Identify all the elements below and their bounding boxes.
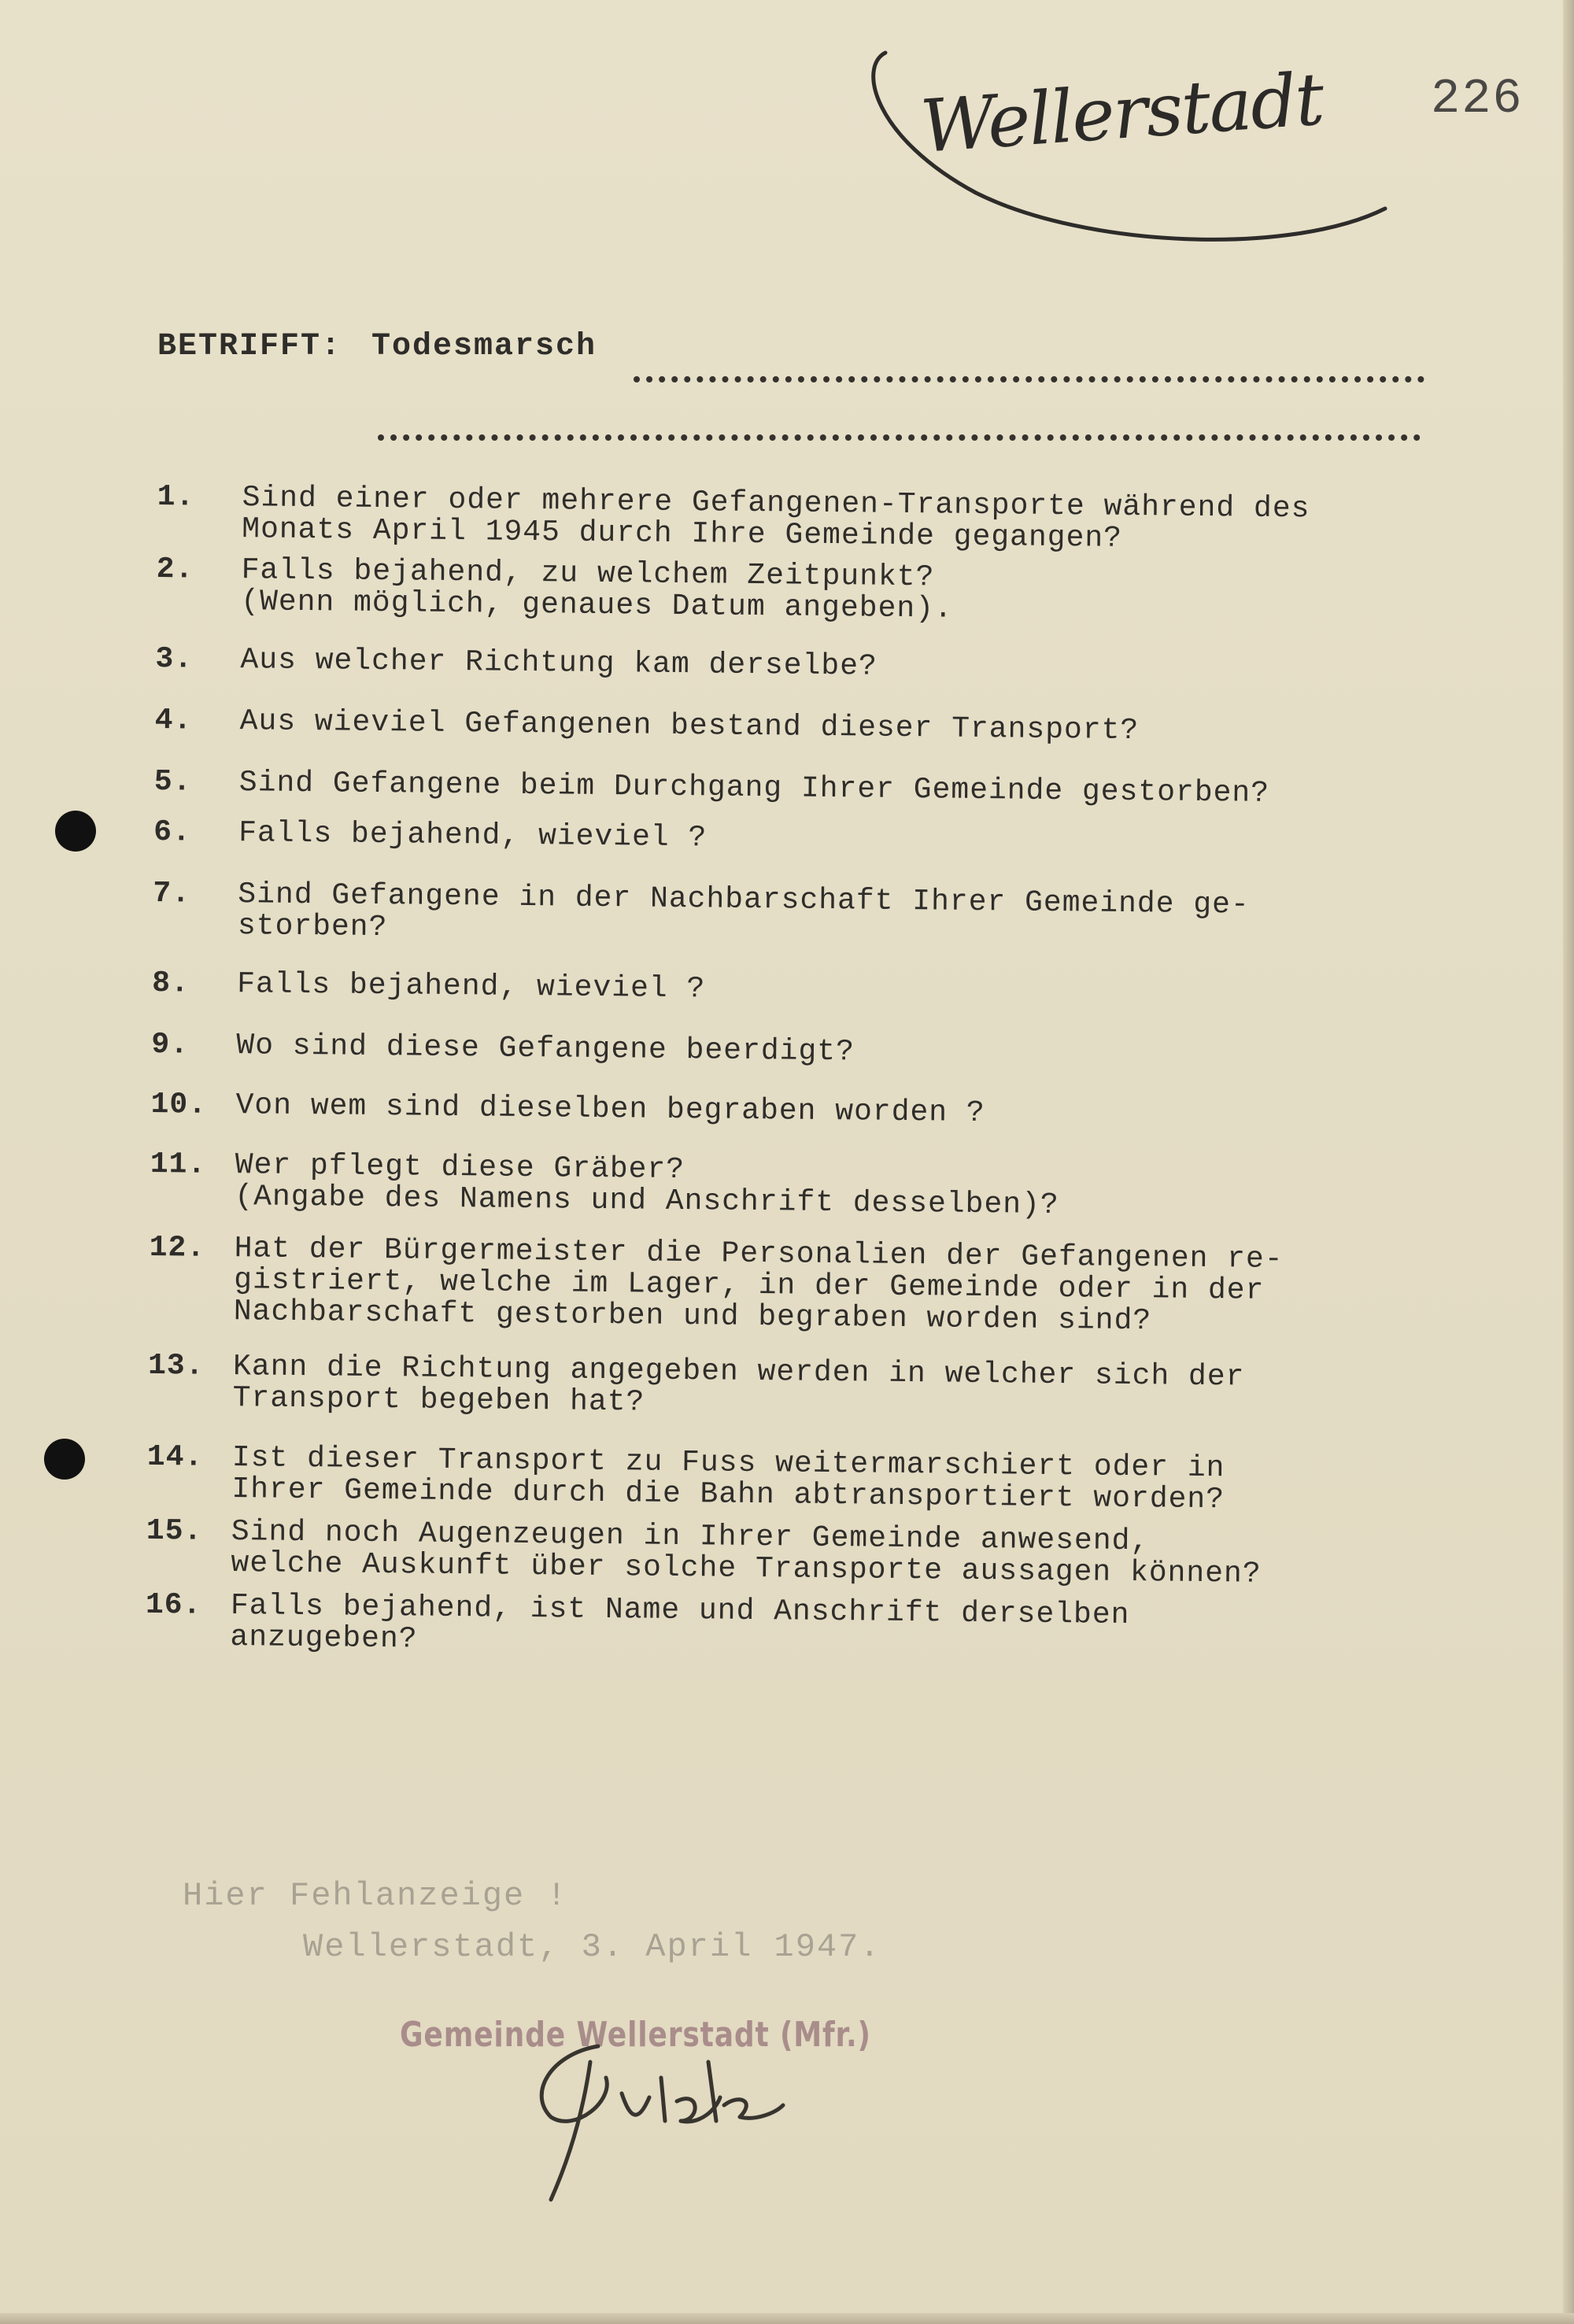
question-text: Sind Gefangene beim Durchgang Ihrer Gemeinde gestorben? bbox=[238, 766, 1270, 811]
subject-label: BETRIFFT: bbox=[157, 329, 342, 364]
question-item bbox=[149, 1232, 1377, 1339]
question-item bbox=[150, 1149, 1378, 1225]
question-text: Aus welcher Richtung kam derselbe? bbox=[240, 643, 878, 684]
question-item bbox=[151, 1029, 1379, 1073]
question-number: 10. bbox=[150, 1087, 208, 1122]
question-text: Falls bejahend, wieviel ? bbox=[238, 816, 708, 855]
question-number: 5. bbox=[153, 764, 192, 800]
question-item bbox=[153, 878, 1381, 954]
page-edge-shadow-bottom bbox=[0, 2313, 1574, 2324]
question-item bbox=[157, 479, 1385, 557]
question-item bbox=[150, 1089, 1378, 1133]
municipal-stamp: Gemeinde Wellerstadt (Mfr.) bbox=[400, 2015, 871, 2055]
question-number: 13. bbox=[147, 1348, 205, 1384]
question-number: 2. bbox=[156, 552, 194, 587]
page-edge-shadow bbox=[1563, 0, 1574, 2324]
question-item bbox=[145, 1587, 1373, 1665]
question-item bbox=[147, 1350, 1376, 1426]
question-number: 11. bbox=[150, 1147, 207, 1182]
question-item bbox=[146, 1439, 1375, 1517]
page-number: 226 bbox=[1431, 71, 1524, 127]
question-text: Falls bejahend, ist Name und Anschrift derselben anzugeben? bbox=[230, 1589, 1130, 1657]
question-text: Aus wieviel Gefangenen bestand dieser Transport? bbox=[239, 704, 1140, 748]
question-number: 14. bbox=[146, 1439, 204, 1475]
question-text: Falls bejahend, zu welchem Zeitpunkt? (Wenn möglich, genaues Datum angeben). bbox=[241, 553, 954, 626]
question-item bbox=[153, 817, 1381, 861]
question-item bbox=[154, 705, 1382, 749]
question-item bbox=[152, 968, 1380, 1012]
question-number: 6. bbox=[153, 815, 192, 850]
punch-hole bbox=[44, 1439, 85, 1480]
question-text: Wer pflegt diese Gräber? (Angabe des Namens und Anschrift desselben)? bbox=[235, 1148, 1059, 1223]
question-number: 4. bbox=[154, 703, 193, 738]
question-number: 16. bbox=[145, 1587, 202, 1623]
question-text: Sind einer oder mehrere Gefangenen-Transporte während des Monats April 1945 durch Ihre Gemeinde gegangen? bbox=[242, 481, 1310, 556]
question-number: 12. bbox=[149, 1230, 206, 1265]
question-item bbox=[146, 1513, 1374, 1591]
question-text: Von wem sind dieselben begraben worden ? bbox=[235, 1088, 985, 1131]
subject-value: Todesmarsch bbox=[371, 329, 597, 364]
question-text: Ist dieser Transport zu Fuss weitermarschiert oder in Ihrer Gemeinde durch die Bahn abtransportiert worden? bbox=[231, 1441, 1225, 1517]
question-number: 9. bbox=[151, 1027, 190, 1062]
question-item bbox=[153, 764, 1382, 811]
question-number: 7. bbox=[153, 876, 191, 911]
subject-line bbox=[157, 329, 597, 364]
dotted-fill-line bbox=[634, 376, 1424, 382]
handwritten-place-name: Wellerstadt bbox=[918, 57, 1326, 169]
question-text: Hat der Bürgermeister die Personalien der Gefangenen re- gistriert, welche im Lager, in der Gemeinde oder in der Nachbarschaft gestorben und begraben worden sind? bbox=[233, 1232, 1284, 1339]
question-number: 1. bbox=[157, 479, 195, 515]
question-text: Kann die Richtung angegeben werden in welcher sich der Transport begeben hat? bbox=[232, 1350, 1245, 1420]
signature bbox=[504, 2030, 803, 2211]
question-item bbox=[156, 554, 1384, 630]
dotted-fill-line bbox=[378, 434, 1421, 441]
question-item bbox=[155, 641, 1383, 688]
question-number: 3. bbox=[155, 641, 194, 677]
question-number: 15. bbox=[146, 1513, 203, 1549]
question-number: 8. bbox=[151, 966, 190, 1001]
question-text: Wo sind diese Gefangene beerdigt? bbox=[236, 1029, 855, 1070]
question-text: Sind noch Augenzeugen in Ihrer Gemeinde anwesend, welche Auskunft über solche Transporte aussagen können? bbox=[231, 1515, 1262, 1591]
punch-hole bbox=[55, 811, 96, 852]
reply-place-date: Wellerstadt, 3. April 1947. bbox=[303, 1928, 881, 1966]
questionnaire bbox=[145, 472, 1385, 1665]
reply-note: Hier Fehlanzeige ! bbox=[183, 1877, 568, 1915]
question-text: Sind Gefangene in der Nachbarschaft Ihrer Gemeinde ge- storben? bbox=[237, 878, 1250, 945]
question-text: Falls bejahend, wieviel ? bbox=[236, 967, 706, 1007]
